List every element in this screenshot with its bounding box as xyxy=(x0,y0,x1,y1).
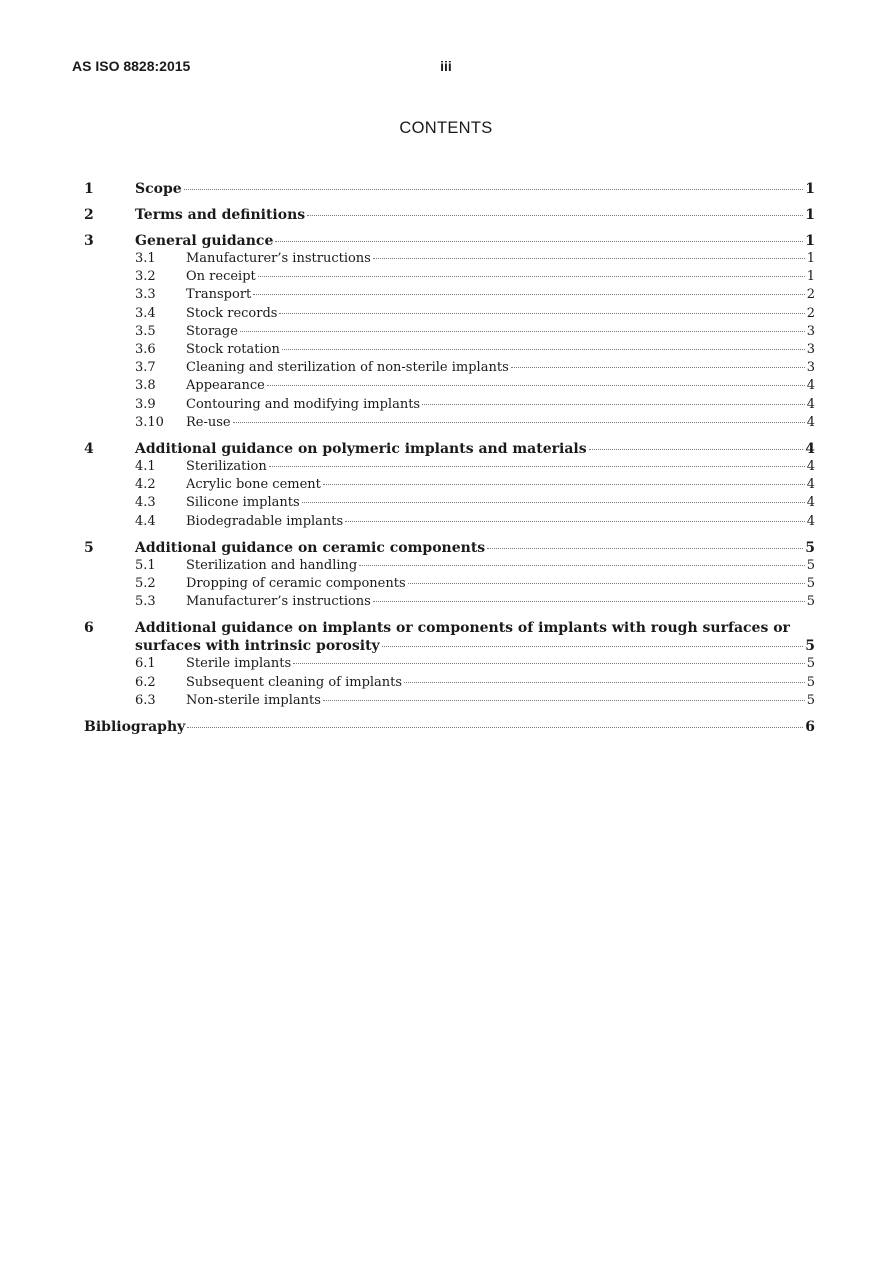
dot-leader xyxy=(253,294,804,295)
toc-subsection[interactable] xyxy=(84,359,815,377)
toc-entry-title: Additional guidance on ceramic components xyxy=(135,539,486,556)
toc-entry xyxy=(186,513,815,531)
toc-entry xyxy=(186,575,815,593)
toc-entry xyxy=(186,557,815,575)
toc-section xyxy=(84,206,815,224)
toc-section-heading[interactable] xyxy=(84,440,815,458)
dot-leader xyxy=(345,521,805,522)
toc-entry xyxy=(186,692,815,710)
toc-entry-title: Subsequent cleaning of implants xyxy=(186,674,403,690)
dot-leader xyxy=(589,449,804,450)
toc-entry-number: 6.1 xyxy=(135,656,156,672)
toc-entry xyxy=(186,323,815,341)
dot-leader xyxy=(404,682,805,683)
toc-entry-title: Terms and definitions xyxy=(135,207,306,223)
toc-section xyxy=(84,232,815,432)
toc-entry-number: 6 xyxy=(84,620,94,637)
toc-entry-number: 4.3 xyxy=(135,495,156,511)
toc-entry-title: Scope xyxy=(135,181,182,197)
toc-entry xyxy=(135,619,815,655)
toc-entry-number: 3.1 xyxy=(135,251,156,266)
page-number: iii xyxy=(440,58,452,74)
toc-entry-number: 6.3 xyxy=(135,692,156,708)
toc-entry-page: 2 xyxy=(806,287,815,303)
toc-entry xyxy=(186,305,815,323)
toc-entry-page: 5 xyxy=(806,576,815,592)
dot-leader xyxy=(258,276,805,277)
toc-entry-page: 3 xyxy=(806,360,815,376)
toc-entry-title-line2: surfaces with intrinsic porosity xyxy=(135,638,380,655)
toc-entry xyxy=(186,593,815,611)
toc-bibliography-entry[interactable] xyxy=(84,718,815,736)
toc-entry-number: 3.4 xyxy=(135,305,156,321)
toc-section-heading[interactable] xyxy=(84,539,815,557)
toc-section-heading[interactable] xyxy=(84,180,815,198)
toc-entry-number: 3.10 xyxy=(135,414,164,430)
dot-leader xyxy=(511,367,805,368)
toc-entry-page: 4 xyxy=(806,396,815,412)
toc-entry-title: General guidance xyxy=(135,233,274,249)
toc-entry-page: 1 xyxy=(806,269,815,285)
toc-entry-number: 5.2 xyxy=(135,576,156,592)
toc-entry-title: Transport xyxy=(186,287,252,303)
toc-entry-number: 2 xyxy=(84,207,94,223)
toc-subsection[interactable] xyxy=(84,286,815,304)
toc-subsection[interactable] xyxy=(84,476,815,494)
toc-entry-title: Manufacturer’s instructions xyxy=(186,594,371,610)
toc-entry xyxy=(186,359,815,377)
toc-entry-title: Storage xyxy=(186,323,238,339)
toc-entry xyxy=(186,494,815,512)
toc-entry xyxy=(186,396,815,414)
toc-entry-page: 1 xyxy=(805,233,815,249)
toc-entry-number: 3 xyxy=(84,233,94,249)
toc-entry xyxy=(186,250,815,268)
toc-entry xyxy=(135,180,815,198)
toc-subsection[interactable] xyxy=(84,575,815,593)
toc-entry xyxy=(186,655,815,673)
document-id: AS ISO 8828:2015 xyxy=(72,58,191,74)
toc-entry-page: 5 xyxy=(806,557,815,573)
toc-entry-title: Re-use xyxy=(186,414,231,430)
toc-entry-line2 xyxy=(135,637,815,655)
dot-leader xyxy=(359,565,804,566)
dot-leader xyxy=(275,241,803,242)
toc-subsection[interactable] xyxy=(84,458,815,476)
toc-section xyxy=(84,539,815,612)
toc-subsection[interactable] xyxy=(84,250,815,268)
toc-entry-title: Appearance xyxy=(186,378,265,394)
toc-entry-title: On receipt xyxy=(186,269,256,285)
toc-subsection[interactable] xyxy=(84,513,815,531)
toc-entry-number: 3.9 xyxy=(135,396,156,412)
toc-entry-number: 4 xyxy=(84,441,94,458)
dot-leader xyxy=(279,313,804,314)
dot-leader xyxy=(487,548,803,549)
toc-entry-page: 5 xyxy=(806,674,815,690)
toc-bibliography xyxy=(84,718,815,736)
toc-entry-title: Dropping of ceramic components xyxy=(186,576,406,592)
dot-leader xyxy=(382,646,804,647)
toc-entry xyxy=(84,718,815,736)
toc-entry-number: 3.5 xyxy=(135,323,156,339)
toc-subsection[interactable] xyxy=(84,494,815,512)
toc-entry-number: 3.6 xyxy=(135,342,156,358)
toc-subsection[interactable] xyxy=(84,396,815,414)
toc-section xyxy=(84,619,815,710)
toc-entry xyxy=(186,341,815,359)
dot-leader xyxy=(373,258,805,259)
toc-entry-number: 5.1 xyxy=(135,557,156,573)
dot-leader xyxy=(323,484,805,485)
toc-entry-page: 5 xyxy=(806,692,815,708)
toc-subsection[interactable] xyxy=(84,377,815,395)
toc-entry-page: 4 xyxy=(806,378,815,394)
toc-entry-page: 6 xyxy=(805,719,815,736)
toc-entry-number: 3.7 xyxy=(135,360,156,376)
dot-leader xyxy=(323,700,805,701)
dot-leader xyxy=(267,385,805,386)
toc-entry xyxy=(186,286,815,304)
toc-entry xyxy=(186,377,815,395)
toc-subsection[interactable] xyxy=(84,305,815,323)
toc-section xyxy=(84,180,815,198)
toc-entry-page: 4 xyxy=(806,459,815,475)
toc-entry-title: Cleaning and sterilization of non-sterile implants xyxy=(186,360,509,376)
toc-subsection[interactable] xyxy=(84,268,815,286)
toc-entry xyxy=(186,458,815,476)
dot-leader xyxy=(282,349,805,350)
toc-entry-number: 4.4 xyxy=(135,513,156,529)
toc-subsection[interactable] xyxy=(84,692,815,710)
toc-entry-page: 3 xyxy=(806,342,815,358)
dot-leader xyxy=(240,331,805,332)
toc-entry xyxy=(135,440,815,458)
toc-entry-title: Manufacturer’s instructions xyxy=(186,251,371,266)
toc-entry-title-line1: Additional guidance on implants or components of implants with rough surfaces or xyxy=(135,620,790,637)
toc-entry-number: 3.2 xyxy=(135,269,156,285)
dot-leader xyxy=(408,583,805,584)
toc-entry xyxy=(135,539,815,557)
toc-section-heading[interactable] xyxy=(84,206,815,224)
dot-leader xyxy=(373,601,805,602)
toc-entry-title: Bibliography xyxy=(84,719,186,736)
toc-entry-page: 4 xyxy=(806,495,815,511)
toc-entry-page: 4 xyxy=(805,441,815,458)
toc-entry-number: 3.3 xyxy=(135,287,156,303)
dot-leader xyxy=(269,466,805,467)
toc-entry-title: Acrylic bone cement xyxy=(186,477,321,493)
toc-entry-title: Stock rotation xyxy=(186,342,280,358)
toc-entry-page: 5 xyxy=(806,656,815,672)
dot-leader xyxy=(187,727,803,728)
toc-entry-page: 4 xyxy=(806,414,815,430)
toc-entry-title: Contouring and modifying implants xyxy=(186,396,421,412)
toc-entry-page: 1 xyxy=(805,207,815,223)
toc-entry-title: Sterile implants xyxy=(186,656,292,672)
toc-entry xyxy=(135,206,815,224)
dot-leader xyxy=(184,189,804,190)
toc-entry xyxy=(135,232,815,250)
page-title: CONTENTS xyxy=(399,119,493,137)
toc-entry-page: 2 xyxy=(806,305,815,321)
toc-entry-page: 4 xyxy=(806,477,815,493)
dot-leader xyxy=(293,663,805,664)
toc-entry-title: Biodegradable implants xyxy=(186,513,344,529)
dot-leader xyxy=(233,422,805,423)
table-of-contents xyxy=(84,180,815,744)
toc-entry xyxy=(186,674,815,692)
toc-entry-page: 3 xyxy=(806,323,815,339)
toc-subsection[interactable] xyxy=(84,557,815,575)
toc-entry-page: 5 xyxy=(805,539,815,556)
toc-entry-number: 5.3 xyxy=(135,594,156,610)
toc-entry-title: Sterilization and handling xyxy=(186,557,358,573)
toc-entry-title: Silicone implants xyxy=(186,495,300,511)
dot-leader xyxy=(302,502,805,503)
toc-entry-page: 4 xyxy=(806,513,815,529)
toc-entry-number: 4.2 xyxy=(135,477,156,493)
toc-subsection[interactable] xyxy=(84,593,815,611)
toc-entry-title: Sterilization xyxy=(186,459,267,475)
toc-subsection[interactable] xyxy=(84,674,815,692)
toc-subsection[interactable] xyxy=(84,341,815,359)
toc-section xyxy=(84,440,815,531)
dot-leader xyxy=(422,404,805,405)
toc-entry-number: 3.8 xyxy=(135,378,156,394)
toc-entry-number: 4.1 xyxy=(135,459,156,475)
toc-entry-page: 5 xyxy=(805,638,815,655)
toc-entry-number: 1 xyxy=(84,181,94,197)
toc-entry-page: 1 xyxy=(805,181,815,197)
toc-section-heading[interactable] xyxy=(84,619,815,655)
toc-entry xyxy=(186,476,815,494)
toc-entry-number: 6.2 xyxy=(135,674,156,690)
toc-entry-title: Non-sterile implants xyxy=(186,692,321,708)
toc-entry-page: 5 xyxy=(806,594,815,610)
toc-subsection[interactable] xyxy=(84,414,815,432)
toc-entry-number: 5 xyxy=(84,539,94,556)
page-header xyxy=(0,58,892,78)
toc-entry-page: 1 xyxy=(806,251,815,266)
toc-section-heading[interactable] xyxy=(84,232,815,250)
toc-subsection[interactable] xyxy=(84,655,815,673)
toc-subsection[interactable] xyxy=(84,323,815,341)
dot-leader xyxy=(307,215,803,216)
toc-entry-title: Additional guidance on polymeric implants and materials xyxy=(135,441,587,458)
toc-entry-title: Stock records xyxy=(186,305,278,321)
toc-entry xyxy=(186,268,815,286)
toc-entry xyxy=(186,414,815,432)
